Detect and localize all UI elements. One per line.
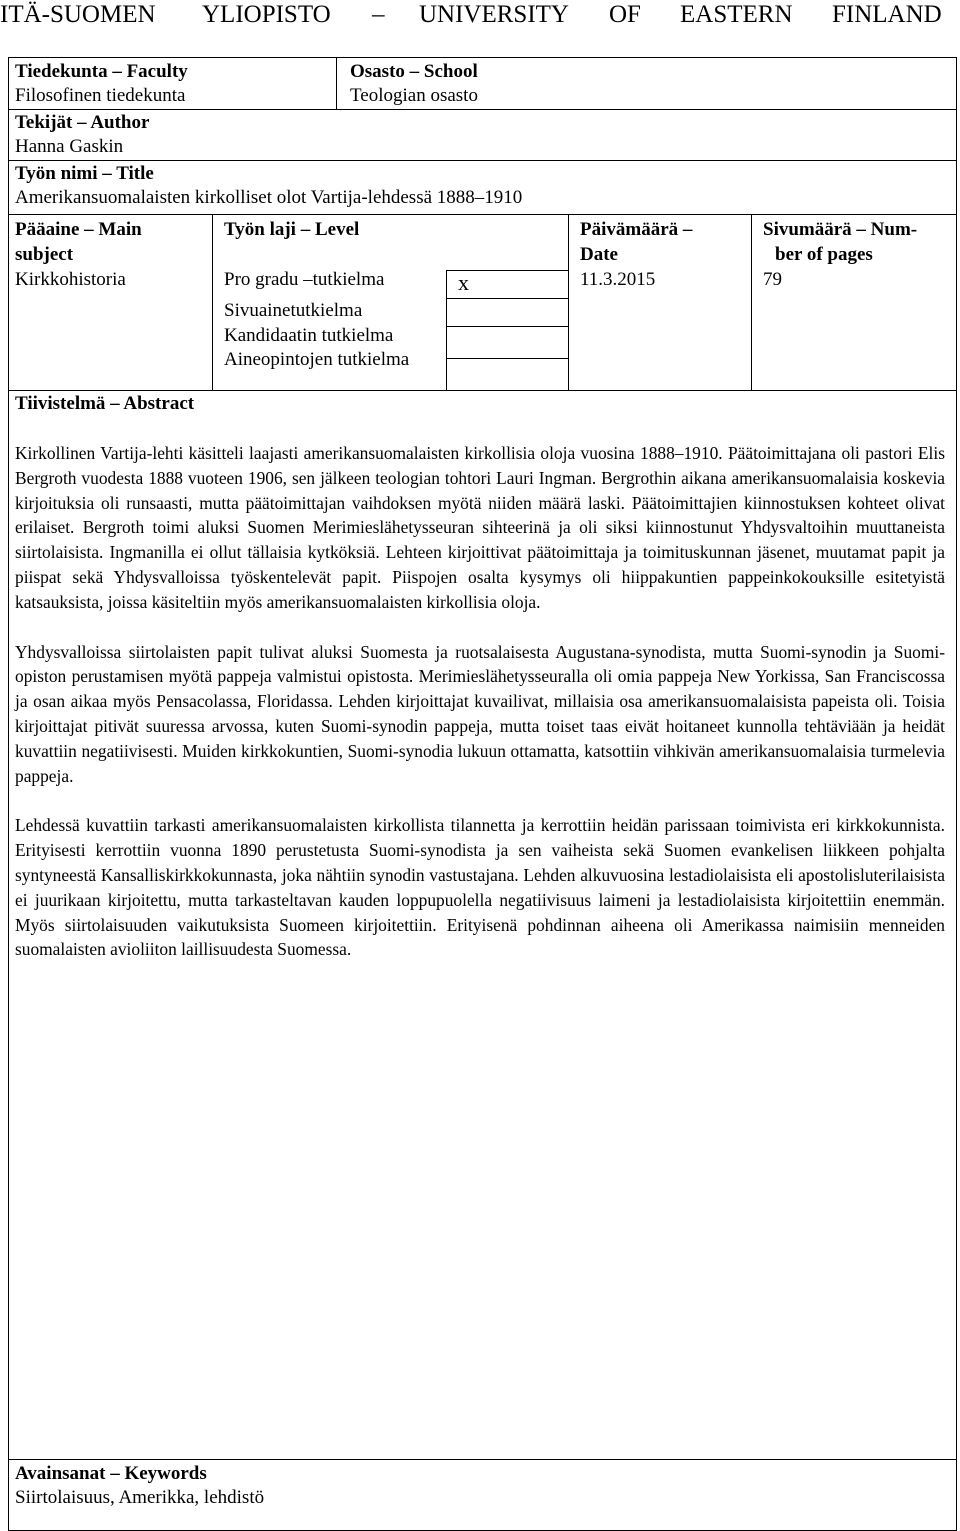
- subject-label-line1: Pääaine – Main: [15, 219, 142, 240]
- keywords-value: Siirtolaisuus, Amerikka, lehdistö: [15, 1487, 265, 1508]
- level-option: Aineopintojen tutkielma: [224, 349, 410, 370]
- faculty-value: Filosofinen tiedekunta: [15, 85, 186, 106]
- author-label: Tekijät – Author: [15, 112, 150, 133]
- pages-label-line1: Sivumäärä – Num-: [763, 219, 918, 240]
- date-value: 11.3.2015: [580, 269, 656, 290]
- header-word: ITÄ-SUOMEN: [0, 1, 156, 28]
- date-label-line2: Date: [580, 244, 618, 265]
- abstract-paragraph: Yhdysvalloissa siirtolaisten papit tulivat aluksi Suomesta ja ruotsalaisesta Augustana-synodista, mutta Suomi-synodin ja Suomi-opiston perustamisen myötä pappeja valmistui opistosta. Merimieslähetysseuralla oli omia pappeja New Yorkissa, San Franciscossa ja osan aikaa myös Pensacolassa, Floridassa. Lehden kirjoittajat kuvailivat, millaisia osa amerikansuomalaisista papeista oli. Toisia kirjoittajat pitivät suuressa arvossa, kuten Suomi-synodin pappeja, mutta toiset taas eivät hoitaneet kunnolla tehtäviään ja heidät kuvattiin negatiivisesti. Muiden kirkkokuntien, Suomi-synodia lukuun ottamatta, katsottiin vihkivän amerikansuomalaisia turmelevia pappeja.: [15, 641, 945, 786]
- header-word: –: [372, 1, 385, 28]
- author-value: Hanna Gaskin: [15, 136, 124, 157]
- header-word: OF: [609, 1, 641, 28]
- divider: [446, 358, 569, 359]
- divider: [751, 214, 752, 390]
- header-word: FINLAND: [832, 1, 942, 28]
- date-label-line1: Päivämäärä –: [580, 219, 693, 240]
- header-word: YLIOPISTO: [202, 1, 331, 28]
- level-mark: x: [458, 270, 469, 295]
- pages-label-line2: ber of pages: [775, 244, 873, 265]
- subject-label: [15, 218, 200, 242]
- abstract-body: [15, 441, 945, 987]
- abstract-paragraph: Kirkollinen Vartija-lehti käsitteli laajasti amerikansuomalaisten kirkollisia oloja vuosina 1888–1910. Päätoimittajana oli pastori Elis Bergroth vuodesta 1888 vuoteen 1906, sen jälkeen teologian tohtori Lauri Ingman. Bergrothin aikana amerikansuomalaisia koskevia kirjoituksia oli runsaasti, mutta päätoimittajan vaihdoksen myötä niiden määrä laski. Päätoimittajien kiinnostuksen kohteet olivat erilaiset. Bergroth toimi aluksi Suomen Merimieslähetysseuran sihteerinä ja oli siksi kiinnostunut Yhdysvaltoihin muuttaneista siirtolaisista. Ingmanilla ei ollut tällaisia kytköksiä. Lehteen kirjoittivat päätoimittaja ja toimituskunnan jäsenet, muutamat papit ja piispat sekä Yhdysvalloissa työskentelevät papit. Piispojen osalta kysymys oli hiippakuntien pappeinkokouksille esitetyistä katsauksista, joissa käsiteltiin myös amerikansuomalaisten kirkollisia oloja.: [15, 443, 945, 612]
- title-label: Työn nimi – Title: [15, 163, 154, 184]
- divider: [8, 160, 957, 161]
- divider: [212, 214, 213, 390]
- divider: [8, 214, 957, 215]
- level-option: Pro gradu –tutkielma: [224, 269, 385, 290]
- divider: [8, 109, 957, 110]
- title-value: Amerikansuomalaisten kirkolliset olot Vartija-lehdessä 1888–1910: [15, 187, 523, 208]
- pages-value: 79: [763, 269, 782, 290]
- school-label: Osasto – School: [350, 61, 478, 82]
- university-header: [0, 0, 960, 30]
- school-value: Teologian osasto: [350, 85, 478, 106]
- abstract-label: Tiivistelmä – Abstract: [15, 393, 195, 414]
- abstract-paragraph: Lehdessä kuvattiin tarkasti amerikansuomalaisten kirkollista tilannetta ja kerrottiin heidän parissaan toimivista eri kirkkokunnista. Erityisesti kerrottiin vuonna 1890 perustetusta Suomi-synodista ja sen vaiheista sekä Suomen evankelisen liikkeen pohjalta syntyneestä Kansalliskirkkokunnasta, joka nähtiin synodin vastustajana. Lehden alkuvuosina lestadiolaisista eli apostolisluterilaisista ei juurikaan kirjoitettu, mutta tarkasteltavan kauden loppupuolella negatiivisuus laimeni ja lestadiolaisista kirjoitettiin enemmän. Myös siirtolaisuuden vaikutuksista Suomeen kirjoitettiin. Erityisenä pohdinnan aiheena oli Amerikassa naimisiin menneiden suomalaisten avioliiton laillisuudesta Suomessa.: [15, 815, 945, 960]
- divider: [8, 1459, 957, 1460]
- header-word: EASTERN: [680, 1, 793, 28]
- divider: [446, 298, 569, 299]
- level-option: Kandidaatin tutkielma: [224, 325, 394, 346]
- header-word: UNIVERSITY: [419, 1, 569, 28]
- faculty-label: Tiedekunta – Faculty: [15, 61, 188, 82]
- divider: [446, 326, 569, 327]
- subject-value: Kirkkohistoria: [15, 269, 126, 290]
- keywords-label: Avainsanat – Keywords: [15, 1463, 207, 1484]
- divider: [336, 57, 337, 109]
- level-label: Työn laji – Level: [224, 219, 360, 240]
- subject-label-line2: subject: [15, 244, 74, 265]
- level-option: Sivuainetutkielma: [224, 300, 363, 321]
